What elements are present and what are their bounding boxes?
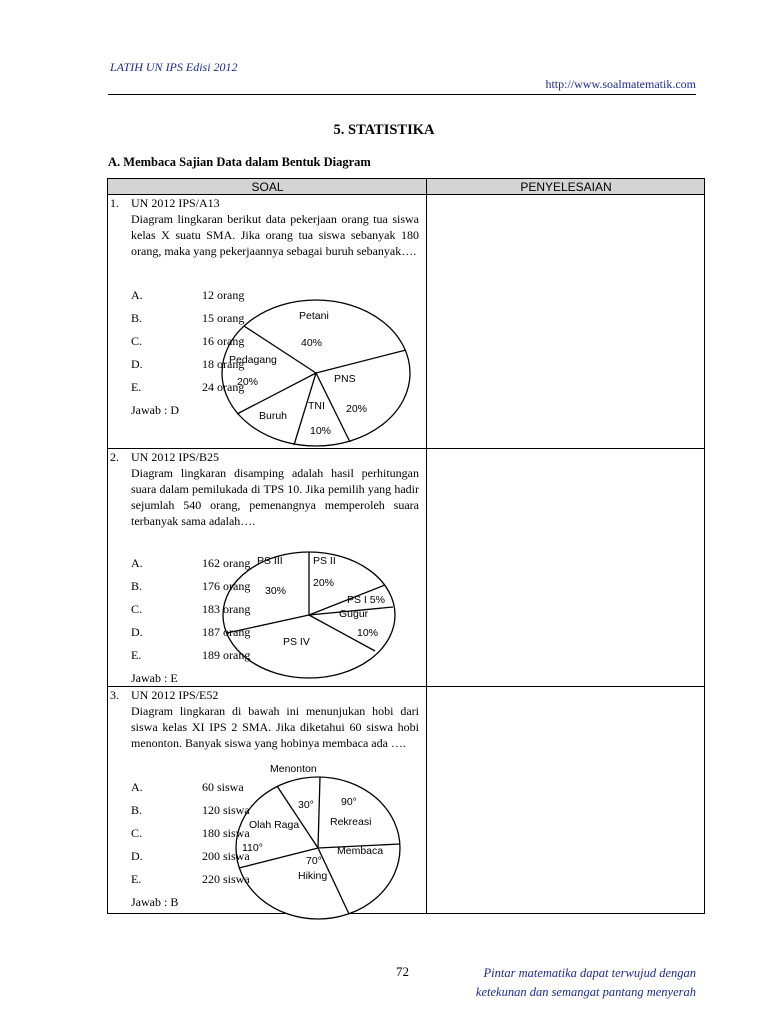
footer-quote-line: ketekunan dan semangat pantang menyerah [475,985,696,999]
chart-label: 10% [357,627,379,639]
page-title: 5. STATISTIKA [333,122,435,138]
question-source: UN 2012 IPS/B25 [131,450,220,464]
header-divider [108,94,696,95]
option-letter: D. [131,849,143,863]
answer-option[interactable] [131,380,244,395]
option-text: 120 siswa [202,803,250,817]
option-text: 15 orang [202,311,245,325]
option-letter: E. [131,872,142,886]
header-url[interactable]: http://www.soalmatematik.com [545,77,696,91]
chart-label: PS IV [283,636,310,648]
option-letter: C. [131,334,143,348]
chart-label: Hiking [298,870,328,882]
option-text: 16 orang [202,334,245,348]
answer-key: Jawab : E [131,671,178,685]
answer-option[interactable] [131,803,250,818]
chart-label: 30° [298,799,314,811]
question-3 [107,688,427,914]
answer-option[interactable] [131,357,244,372]
question-text: Diagram lingkaran berikut data pekerjaan orang tua siswa kelas X suatu SMA. Jika orang tua siswa sebanyak 180 orang, maka yang pekerjaannya sebagai buruh sebanyak…. [131,212,419,258]
option-text: 220 siswa [202,872,250,886]
option-text: 200 siswa [202,849,250,863]
answer-option[interactable] [131,556,250,571]
chart-label: Gugur [339,608,369,620]
chart-label: Petani [299,310,329,322]
question-source: UN 2012 IPS/A13 [131,196,220,210]
pie-chart-hobi [232,762,404,922]
question-text: Diagram lingkaran di bawah ini menunjukan hobi dari siswa kelas XI IPS 2 SMA. Jika diketahui 60 siswa hobi menonton. Banyak siswa yang hobinya membaca ada …. [131,704,419,750]
pie-chart-pekerjaan [219,297,415,449]
option-letter: D. [131,625,143,639]
option-text: 18 orang [202,357,245,371]
option-letter: A. [131,288,143,302]
chart-label: PS I 5% [347,594,385,606]
chart-label: Olah Raga [249,819,300,831]
answer-option[interactable] [131,602,250,617]
option-text: 60 siswa [202,780,244,794]
chart-label: PS III [257,555,283,567]
option-letter: A. [131,556,143,570]
option-letter: E. [131,648,142,662]
option-text: 176 orang [202,579,251,593]
question-1 [107,196,427,448]
answer-option[interactable] [131,849,250,864]
option-letter: B. [131,803,143,817]
option-text: 12 orang [202,288,245,302]
answer-option[interactable] [131,826,250,841]
chart-label: PS II [313,555,336,567]
answer-option[interactable] [131,780,244,795]
chart-label: Rekreasi [330,816,372,828]
chart-label: 10% [310,425,332,437]
answer-key: Jawab : D [131,403,179,417]
footer-quote [476,964,696,1002]
chart-label: PNS [334,373,356,385]
question-number: 2. [110,450,119,464]
question-number: 3. [110,688,119,702]
option-letter: A. [131,780,143,794]
option-letter: B. [131,579,143,593]
chart-label: TNI [308,400,325,412]
chart-label: Membaca [337,845,384,857]
chart-label: 40% [301,337,323,349]
page-number: 72 [396,964,409,979]
header-title: LATIH UN IPS Edisi 2012 [110,60,238,74]
answer-option[interactable] [131,311,244,326]
answer-option[interactable] [131,288,244,303]
option-text: 24 orang [202,380,245,394]
question-number: 1. [110,196,119,210]
chart-label: 30% [265,585,287,597]
chart-label: Pedagang [229,354,277,366]
answer-option[interactable] [131,648,250,663]
answer-key: Jawab : B [131,895,179,909]
option-text: 189 orang [202,648,251,662]
answer-option[interactable] [131,625,250,640]
footer-quote-line: Pintar matematika dapat terwujud dengan [483,966,696,980]
question-text: Diagram lingkaran disamping adalah hasil perhitungan suara dalam pemilukada di TPS 10. Jika pemilih yang hadir sejumlah 540 orang, pemenangnya memperoleh suara terbanyak sama adalah…. [131,466,419,528]
question-source: UN 2012 IPS/E52 [131,688,219,702]
option-letter: C. [131,602,143,616]
chart-label: 20% [313,577,335,589]
answer-option[interactable] [131,579,250,594]
option-letter: E. [131,380,142,394]
chart-label: Menonton [270,763,317,775]
option-text: 162 orang [202,556,251,570]
chart-label: 110° [242,842,263,854]
chart-label: 20% [237,376,259,388]
option-letter: D. [131,357,143,371]
chart-label: 20% [346,403,368,415]
option-letter: C. [131,826,143,840]
option-letter: B. [131,311,143,325]
option-text: 180 siswa [202,826,250,840]
column-header-soal: SOAL [251,180,284,194]
option-text: 187 orang [202,625,251,639]
chart-label: 90° [341,796,357,808]
chart-label: Buruh [259,410,288,422]
column-header-penyelesaian: PENYELESAIAN [520,180,612,194]
option-text: 183 orang [202,602,251,616]
chart-label: 70° [306,855,322,867]
section-subtitle: A. Membaca Sajian Data dalam Bentuk Diagram [108,155,371,169]
answer-option[interactable] [131,334,244,349]
question-2 [107,450,427,686]
answer-option[interactable] [131,872,250,887]
